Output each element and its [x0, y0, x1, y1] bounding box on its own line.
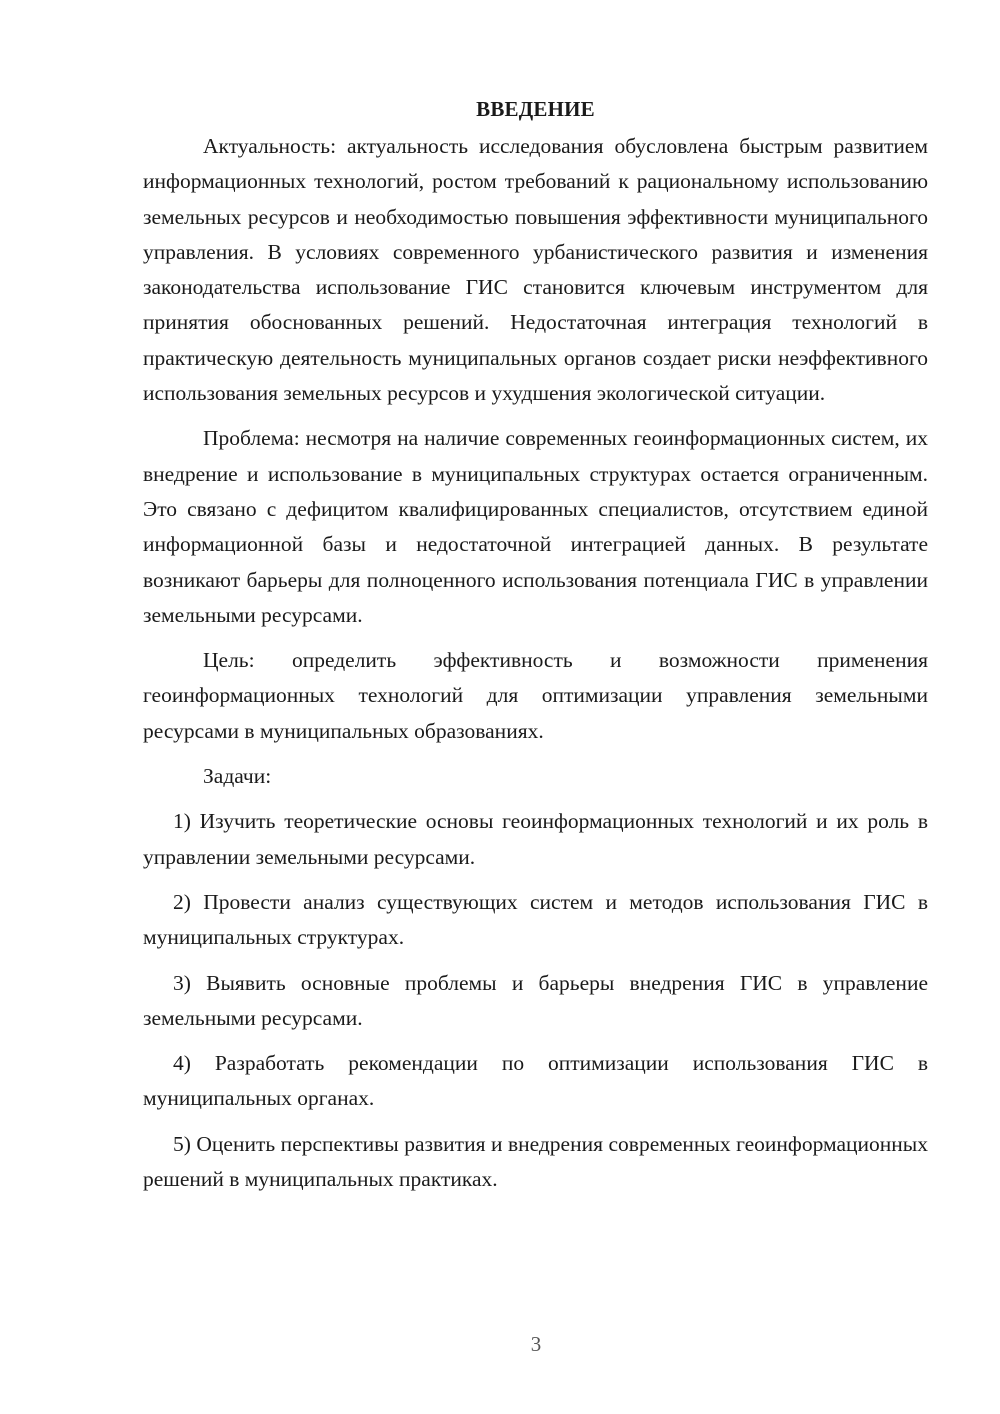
- list-item: 3) Выявить основные проблемы и барьеры внедрения ГИС в управление земельными ресурсами.: [143, 970, 928, 1030]
- list-item: 5) Оценить перспективы развития и внедрения современных геоинформационных решений в муниципальных практиках.: [143, 1131, 928, 1192]
- list-item: 1) Изучить теоретические основы геоинформационных технологий и их роль в управлении земельными ресурсами.: [143, 809, 928, 869]
- page-title: ВВЕДЕНИЕ: [476, 97, 595, 121]
- paragraph-relevance: Актуальность: актуальность исследования обусловлена быстрым развитием информационных технологий, ростом требований к рациональному использованию земельных ресурсов и необходимостью повышения эффективности муниципального управления. В условиях современного урбанистического развития и изменения законодательства использование ГИС становится ключевым инструментом для принятия обоснованных решений. Недостаточная интеграция технологий в практическую деятельность муниципальных органов создает риски неэффективного использования земельных ресурсов и ухудшения экологической ситуации.: [143, 134, 928, 406]
- page-number: 3: [530, 1332, 542, 1356]
- tasks-label: Задачи:: [203, 764, 272, 789]
- paragraph-goal: Цель: определить эффективность и возможности применения геоинформационных технологий для оптимизации управления земельными ресурсами в муниципальных образованиях.: [143, 648, 928, 743]
- document-page: [143, 92, 928, 1197]
- list-item: 4) Разработать рекомендации по оптимизации использования ГИС в муниципальных органах.: [143, 1051, 928, 1111]
- list-item: 2) Провести анализ существующих систем и методов использования ГИС в муниципальных структурах.: [143, 889, 928, 950]
- paragraph-problem: Проблема: несмотря на наличие современных геоинформационных систем, их внедрение и использование в муниципальных структурах остается ограниченным. Это связано с дефицитом квалифицированных специалистов, отсутствием единой информационной базы и недостаточной интеграцией данных. В результате возникают барьеры для полноценного использования потенциала ГИС в управлении земельными ресурсами.: [143, 426, 928, 627]
